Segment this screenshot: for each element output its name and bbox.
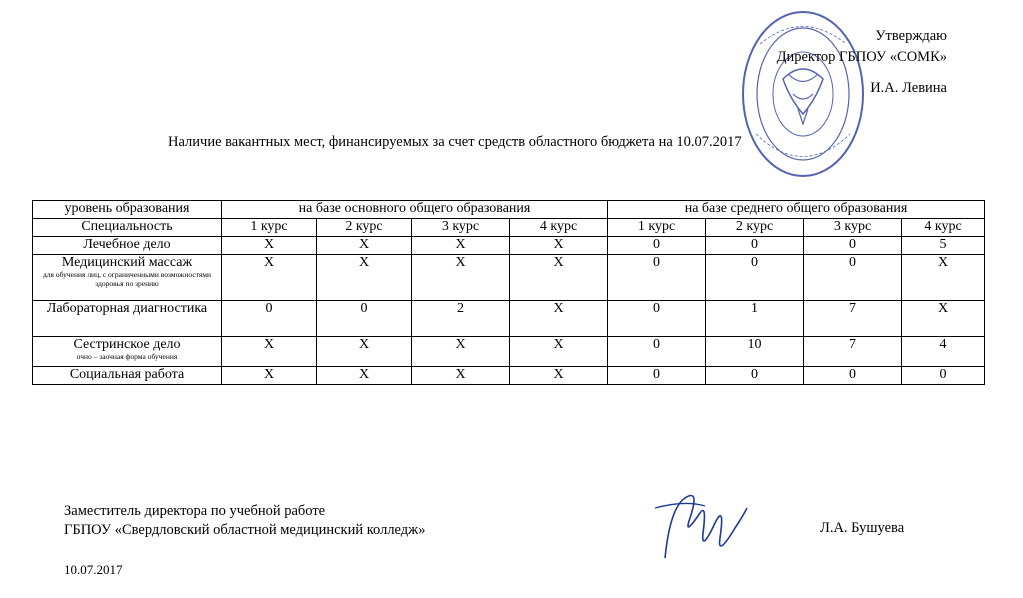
specialty-name: Сестринское дело	[73, 337, 181, 352]
value-cell: 0	[902, 367, 985, 385]
value-cell: 2	[412, 301, 510, 337]
specialty-name: Социальная работа	[69, 367, 185, 382]
value-cell: Х	[412, 237, 510, 255]
value-cell: Х	[317, 367, 412, 385]
value-cell: Х	[510, 255, 608, 301]
specialty-name: Лечебное дело	[83, 237, 171, 252]
value-cell: Х	[222, 337, 317, 367]
value-cell: Х	[412, 337, 510, 367]
value-cell: Х	[510, 367, 608, 385]
header-group-secondary: на базе среднего общего образования	[608, 201, 985, 219]
value-cell: 0	[706, 255, 804, 301]
value-cell: 0	[608, 367, 706, 385]
header-course: 1 курс	[608, 219, 706, 237]
value-cell: 0	[222, 301, 317, 337]
value-cell: Х	[510, 337, 608, 367]
header-level: уровень образования	[33, 201, 222, 219]
value-cell: Х	[317, 237, 412, 255]
specialty-cell	[33, 255, 222, 301]
table-header-row-courses	[33, 219, 985, 237]
value-cell: 1	[706, 301, 804, 337]
header-course: 3 курс	[412, 219, 510, 237]
deputy-name: Л.А. Бушуева	[820, 520, 905, 536]
specialty-name: Медицинский массаж	[61, 255, 193, 270]
value-cell: 0	[804, 255, 902, 301]
specialty-note: для обучения лиц, с ограниченными возможностями здоровья по зрению	[42, 270, 212, 288]
value-cell: Х	[902, 301, 985, 337]
value-cell: 0	[608, 255, 706, 301]
approval-block	[777, 26, 947, 99]
specialty-name: Лабораторная диагностика	[46, 301, 208, 316]
table-row	[33, 255, 985, 301]
value-cell: 0	[608, 301, 706, 337]
value-cell: 0	[317, 301, 412, 337]
page-title: Наличие вакантных мест, финансируемых за счет средств областного бюджета на 10.07.2017	[168, 134, 742, 150]
specialty-note: очно – заочная форма обучения	[76, 352, 178, 361]
table-row	[33, 337, 985, 367]
header-specialty: Специальность	[33, 219, 222, 237]
value-cell: 5	[902, 237, 985, 255]
value-cell: Х	[412, 255, 510, 301]
specialty-cell	[33, 367, 222, 385]
table-row	[33, 301, 985, 337]
header-course: 4 курс	[902, 219, 985, 237]
header-group-basic: на базе основного общего образования	[222, 201, 608, 219]
table-header-row-groups	[33, 201, 985, 219]
deputy-position-line1: Заместитель директора по учебной работе	[64, 503, 326, 519]
value-cell: Х	[510, 301, 608, 337]
document-date: 10.07.2017	[64, 562, 123, 577]
vacancy-table	[32, 200, 985, 385]
value-cell: Х	[902, 255, 985, 301]
table-row	[33, 237, 985, 255]
director-name: И.А. Левина	[870, 80, 947, 97]
value-cell: Х	[317, 255, 412, 301]
value-cell: Х	[412, 367, 510, 385]
value-cell: Х	[222, 255, 317, 301]
value-cell: 0	[706, 367, 804, 385]
header-course: 1 курс	[222, 219, 317, 237]
header-course: 3 курс	[804, 219, 902, 237]
value-cell: 0	[804, 367, 902, 385]
header-course: 2 курс	[317, 219, 412, 237]
value-cell: Х	[317, 337, 412, 367]
value-cell: 0	[706, 237, 804, 255]
deputy-position-line2: ГБПОУ «Свердловский областной медицинский колледж»	[64, 521, 426, 538]
header-course: 4 курс	[510, 219, 608, 237]
value-cell: Х	[222, 367, 317, 385]
specialty-cell	[33, 301, 222, 337]
value-cell: 7	[804, 301, 902, 337]
footer-position	[64, 502, 425, 540]
table-row	[33, 367, 985, 385]
value-cell: 0	[608, 337, 706, 367]
specialty-cell	[33, 337, 222, 367]
value-cell: Х	[510, 237, 608, 255]
value-cell: 10	[706, 337, 804, 367]
value-cell: 4	[902, 337, 985, 367]
approve-word: Утверждаю	[875, 28, 947, 44]
header-course: 2 курс	[706, 219, 804, 237]
value-cell: 7	[804, 337, 902, 367]
specialty-cell	[33, 237, 222, 255]
value-cell: Х	[222, 237, 317, 255]
value-cell: 0	[804, 237, 902, 255]
director-position: Директор ГБПОУ «СОМК»	[776, 49, 947, 66]
value-cell: 0	[608, 237, 706, 255]
handwritten-signature-icon	[645, 478, 755, 578]
